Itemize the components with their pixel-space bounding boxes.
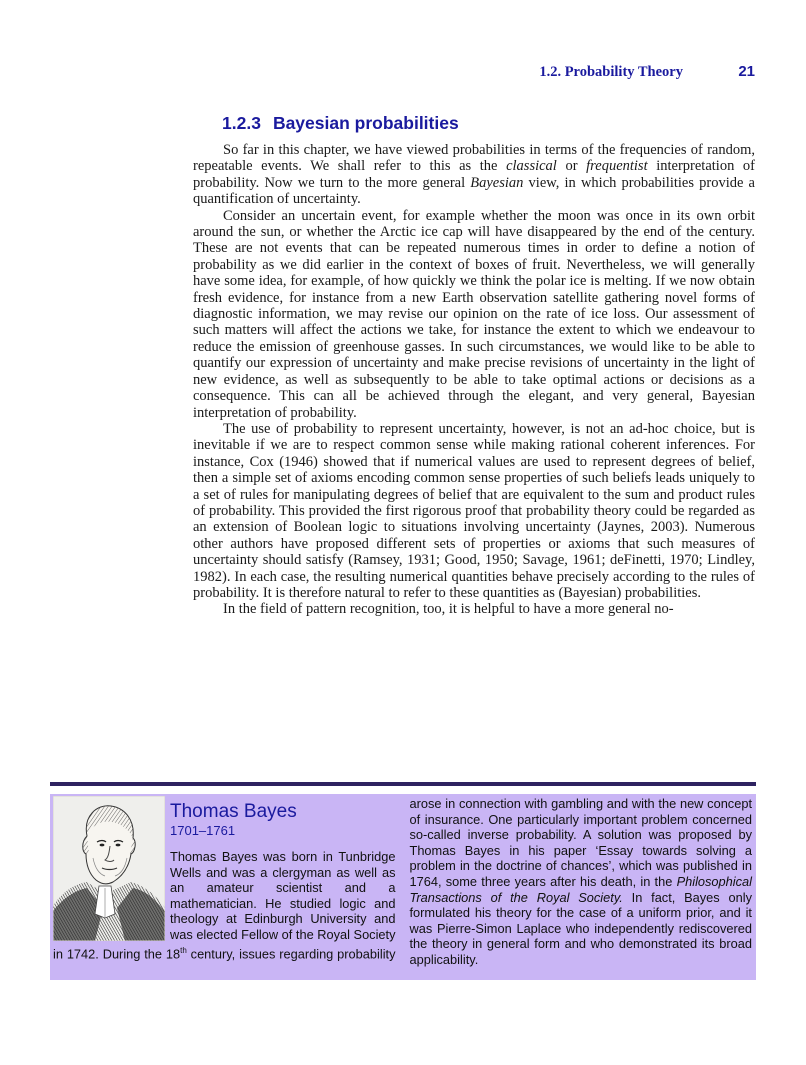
running-header-section: 1.2. Probability Theory (539, 64, 683, 80)
biography-box (50, 794, 756, 980)
bio-divider-rule (50, 782, 756, 786)
bio-text-a: Thomas Bayes was born in Tunbridge Wells and was a clergyman as well as an amateur scientist and a mathematician. He studied logic and theology at Edinburgh University and was elected Fellow of the Royal Society in 1742. During the 18 (53, 849, 396, 961)
portrait-engraving-icon (53, 796, 165, 941)
bio-text-c: In fact, Bayes only formulated his theory for the case of a uniform prior, and it was Pierre-Simon Laplace who independently rediscovered the theory in general form and who demonstrated its broad applicability. (409, 889, 752, 967)
bio-name: Thomas Bayes (170, 801, 297, 822)
paragraph-4: In the field of pattern recognition, too, it is helpful to have a more general no- (223, 601, 674, 618)
paragraph-3: The use of probability to represent uncertainty, however, is not an ad-hoc choice, but is inevitable if we are to respect common sense while making rational coherent inferences. For instance, Cox (1946) showed that if numerical values are used to represent degrees of belief, then a simple set of axioms encoding common sense properties of such beliefs leads uniquely to a set of rules for manipulating degrees of belief that are equivalent to the sum and product rules of probability. This provided the first rigorous proof that probability theory could be regarded as an extension of Boolean logic to situations involving uncertainty (Jaynes, 2003). Numerous other authors have proposed different sets of properties or axioms that such measures of uncertainty should satisfy (Ramsey, 1931; Good, 1950; Savage, 1961; deFinetti, 1970; Lindley, 1982). In each case, the resulting numerical quantities behave precisely according to the rules of probability. It is therefore natural to refer to these quantities as (Bayesian) probabilities. (193, 420, 755, 601)
term-classical: classical (506, 158, 557, 175)
section-heading (222, 113, 459, 134)
paragraph-1-text-c: interpretation of probability. Now we turn to the more general (193, 158, 755, 191)
term-bayesian: Bayesian (470, 174, 524, 191)
term-frequentist: frequentist (586, 158, 648, 175)
paragraph-2: Consider an uncertain event, for example whether the moon was once in its own orbit around the sun, or whether the Arctic ice cap will have disappeared by the end of the century. These are not events that can be repeated numerous times in order to define a notion of probability as we did earlier in the context of boxes of fruit. Nevertheless, we will generally have some idea, for example, of how quickly we think the polar ice is melting. If we now obtain fresh evidence, for instance from a new Earth observation satellite gathering novel forms of diagnostic information, we may revise our opinion on the rate of ice loss. Our assessment of such matters will affect the actions we take, for instance the extent to which we endeavour to reduce the emission of greenhouse gasses. In such circumstances, we would like to be able to quantify our expression of uncertainty and make precise revisions of uncertainty in the light of new evidence, as well as subsequently to be able to take optimal actions or decisions as a consequence. This can all be achieved through the elegant, and very general, Bayesian interpretation of probability. (193, 207, 755, 421)
paragraph-1-text-b: or (556, 158, 587, 175)
biography-columns (53, 796, 752, 977)
section-title: Bayesian probabilities (272, 113, 459, 133)
bio-text-b: century, issues regarding probability arose in connection with gambling and with the new concept of insurance. One particularly important problem concerned so-called inverse probability. A solution was proposed by Thomas Bayes in his paper ‘Essay towards solving a problem in the doctrine of chances’, which was published in 1764, some three years after his death, in the (186, 796, 752, 961)
bio-superscript: th (180, 945, 187, 955)
body-text (193, 142, 755, 618)
paragraph-1-text-a: So far in this chapter, we have viewed probabilities in terms of the frequencies of random, repeatable events. We shall refer to this as the (193, 142, 755, 175)
section-number: 1.2.3 (222, 113, 261, 133)
paragraph-1-text-d: view, in which probabilities provide a quantification of uncertainty. (193, 174, 755, 208)
paragraph-1 (193, 142, 755, 208)
bio-years: 1701–1761 (170, 823, 236, 838)
page-number: 21 (738, 63, 755, 80)
bio-journal-title: Philosophical Transactions of the Royal Society. (409, 873, 752, 905)
running-header (193, 64, 755, 84)
